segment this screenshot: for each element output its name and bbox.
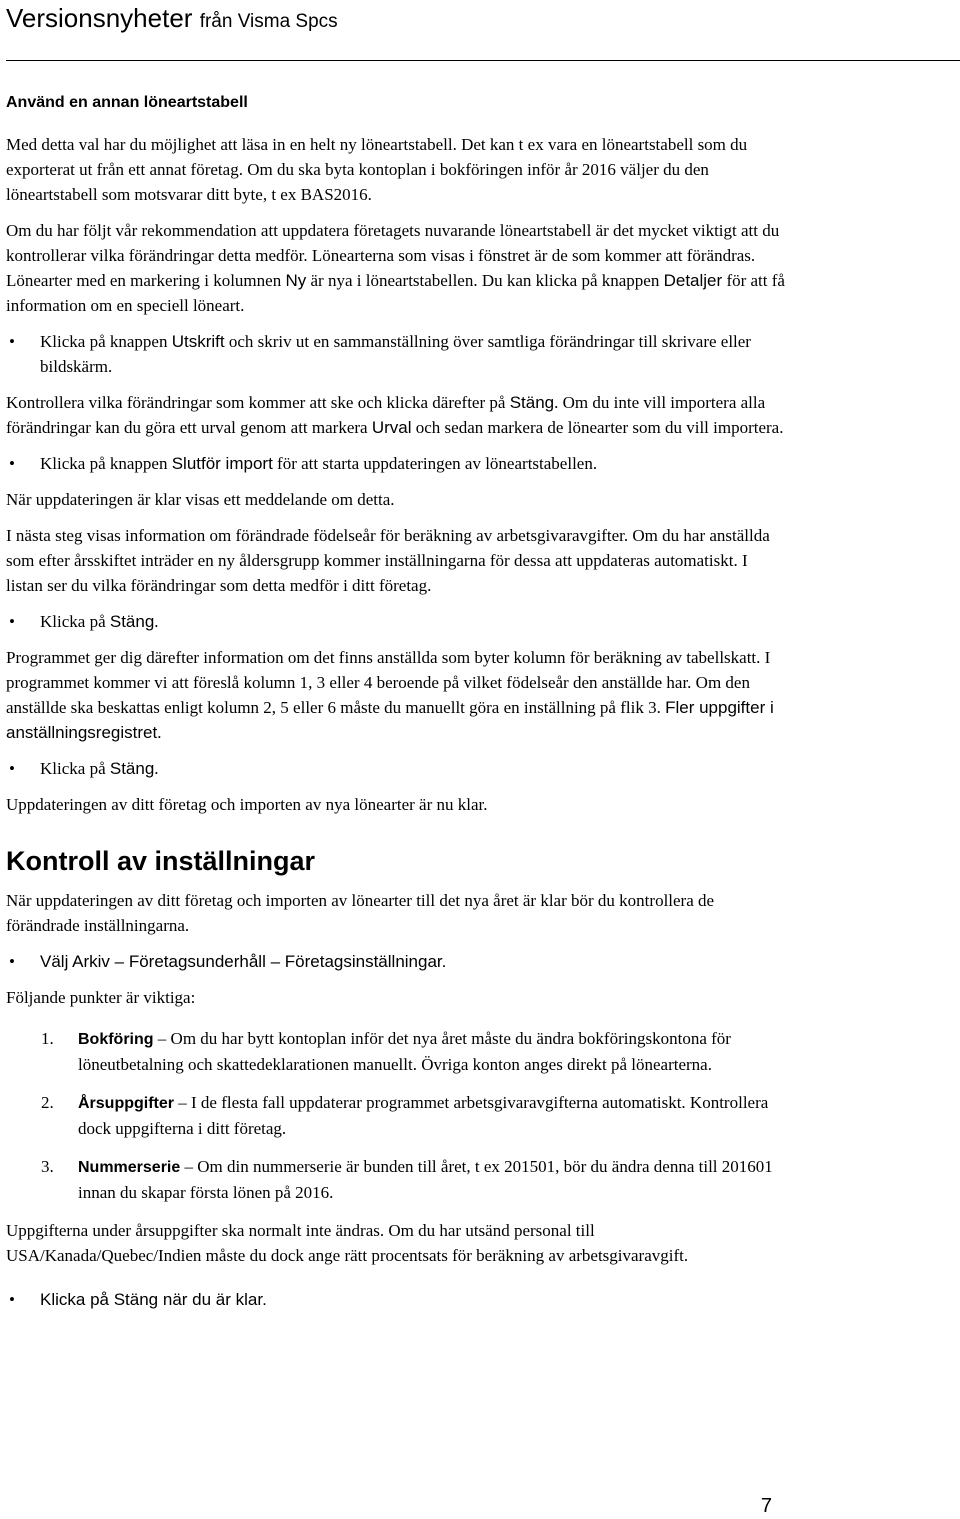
text-run: . xyxy=(157,723,162,742)
text-run: Klicka på xyxy=(40,1290,114,1309)
bullet-dot: • xyxy=(9,759,15,778)
paragraph xyxy=(6,218,786,318)
item-text: – Om du har bytt kontoplan inför det nya året måste du ändra bokföringskontona för löneutbetalning och skattedeklarationen manuellt. Övriga konton anges direkt på lönearterna. xyxy=(78,1029,731,1074)
ui-term: Ny xyxy=(285,271,307,290)
page-header xyxy=(6,0,960,61)
text-run: för att få information om en speciell löneart. xyxy=(6,271,785,315)
text-run: Kontrollera vilka förändringar som kommer att ske och klicka därefter på xyxy=(6,393,510,412)
text-run: och sedan markera de lönearter som du vill importera. xyxy=(411,418,784,437)
header-title-main: Versionsnyheter xyxy=(6,3,193,33)
section-heading-loneartstabell: Använd en annan löneartstabell xyxy=(6,94,248,111)
numbered-item xyxy=(6,1026,786,1077)
text-run: för att starta uppdateringen av löneartstabellen. xyxy=(272,454,598,473)
text-run: . Om du inte vill importera alla förändringar kan du göra ett urval genom att markera xyxy=(6,393,766,437)
ui-term: Stäng xyxy=(113,1290,159,1309)
bullet-dot: • xyxy=(9,332,15,351)
paragraph: I nästa steg visas information om förändrade födelseår för beräkning av arbetsgivaravgifter. Om du har anställda som efter årsskiftet inträder en ny åldersgrupp kommer inställningarna för dessa att uppdateras automatiskt. I listan ser du vilka förändringar som detta medför i ditt företag. xyxy=(6,526,770,595)
numbered-item xyxy=(6,1090,786,1141)
bullet-dot: • xyxy=(9,454,15,473)
page-number: 7 xyxy=(760,1495,772,1517)
ui-term: Stäng xyxy=(109,612,155,631)
ui-term: Företagsunderhåll xyxy=(128,952,266,971)
text-run: Om du har följt vår rekommendation att uppdatera företagets nuvarande löneartstabell är det mycket viktigt att du kontrollerar vilka förändringar detta medför. Lönearterna som visas i fönstret är de som kommer att förändras. Lönearter med en markering i kolumnen xyxy=(6,221,780,290)
bullet-item xyxy=(6,756,786,781)
item-number: 1. xyxy=(41,1029,54,1048)
text-run: Välj xyxy=(40,952,73,971)
text-run: Klicka på xyxy=(40,612,110,631)
bullet-item xyxy=(6,1287,786,1312)
paragraph xyxy=(6,645,786,745)
text-run: – xyxy=(109,952,129,971)
ui-term: Fler uppgifter i anställningsregistret xyxy=(6,698,774,742)
text-run: och skriv ut en sammanställning över samtliga förändringar till skrivare eller bildskärm. xyxy=(40,332,751,376)
item-number: 2. xyxy=(41,1093,54,1112)
item-term: Nummerserie xyxy=(78,1159,181,1176)
bullet-item xyxy=(6,949,786,974)
text-run: när du är klar. xyxy=(158,1290,267,1309)
paragraph: Uppgifterna under årsuppgifter ska normalt inte ändras. Om du har utsänd personal till USA/Kanada/Quebec/Indien måste du dock ange rätt procentsats för beräkning av arbetsgivaravgift. xyxy=(6,1221,689,1265)
item-term: Årsuppgifter xyxy=(78,1095,174,1112)
ui-term: Stäng xyxy=(109,759,155,778)
text-run: Programmet ger dig därefter information om det finns anställda som byter kolumn för beräkning av tabellskatt. I programmet kommer vi att föreslå kolumn 1, 3 eller 4 beroende på vilket födelseår den anställde har. Om den anställde ska beskattas enligt kolumn 2, 5 eller 6 måste du manuellt göra en inställning på flik 3. xyxy=(6,648,771,717)
ui-term: Stäng xyxy=(509,393,555,412)
item-text: – Om din nummerserie är bunden till året, t ex 201501, bör du ändra denna till 201601 innan du skapar första lönen på 2016. xyxy=(78,1157,773,1202)
numbered-item xyxy=(6,1154,786,1205)
section-heading-kontroll: Kontroll av inställningar xyxy=(6,846,316,876)
item-number: 3. xyxy=(41,1157,54,1176)
ui-term: Arkiv xyxy=(72,952,110,971)
bullet-item xyxy=(6,609,786,634)
text-run: – xyxy=(265,952,285,971)
bullet-item xyxy=(6,451,786,476)
text-run: Klicka på xyxy=(40,759,110,778)
item-term: Bokföring xyxy=(78,1031,154,1048)
ui-term: Urval xyxy=(371,418,412,437)
text-run: . xyxy=(154,612,159,631)
bullet-dot: • xyxy=(9,952,15,971)
bullet-item xyxy=(6,329,786,379)
ui-term: Utskrift xyxy=(171,332,225,351)
text-run: Klicka på knappen xyxy=(40,332,172,351)
paragraph: Följande punkter är viktiga: xyxy=(6,988,196,1007)
item-text: – I de flesta fall uppdaterar programmet arbetsgivaravgifterna automatiskt. Kontrollera dock uppgifterna i ditt företag. xyxy=(78,1093,769,1138)
text-run: . xyxy=(154,759,159,778)
paragraph: När uppdateringen är klar visas ett meddelande om detta. xyxy=(6,490,395,509)
text-run: . xyxy=(441,952,447,971)
header-title-sub: från Visma Spcs xyxy=(199,11,338,32)
ui-term: Företagsinställningar xyxy=(284,952,442,971)
ui-term: Detaljer xyxy=(663,271,723,290)
paragraph: När uppdateringen av ditt företag och importen av lönearter till det nya året är klar bör du kontrollera de förändrade inställningarna. xyxy=(6,891,715,935)
paragraph: Uppdateringen av ditt företag och importen av nya lönearter är nu klar. xyxy=(6,795,488,814)
document-body xyxy=(6,92,786,1323)
paragraph: Med detta val har du möjlighet att läsa in en helt ny löneartstabell. Det kan t ex vara en löneartstabell som du exporterat ut från ett annat företag. Om du ska byta kontoplan i bokföringen inför år 2016 väljer du den löneartstabell som motsvarar ditt byte, t ex BAS2016. xyxy=(6,135,748,204)
text-run: är nya i löneartstabellen. Du kan klicka på knappen xyxy=(306,271,664,290)
bullet-dot: • xyxy=(9,1290,15,1309)
text-run: Klicka på knappen xyxy=(40,454,172,473)
ui-term: Slutför import xyxy=(171,454,273,473)
paragraph xyxy=(6,390,786,440)
bullet-dot: • xyxy=(9,612,15,631)
page-header-title xyxy=(6,2,338,38)
